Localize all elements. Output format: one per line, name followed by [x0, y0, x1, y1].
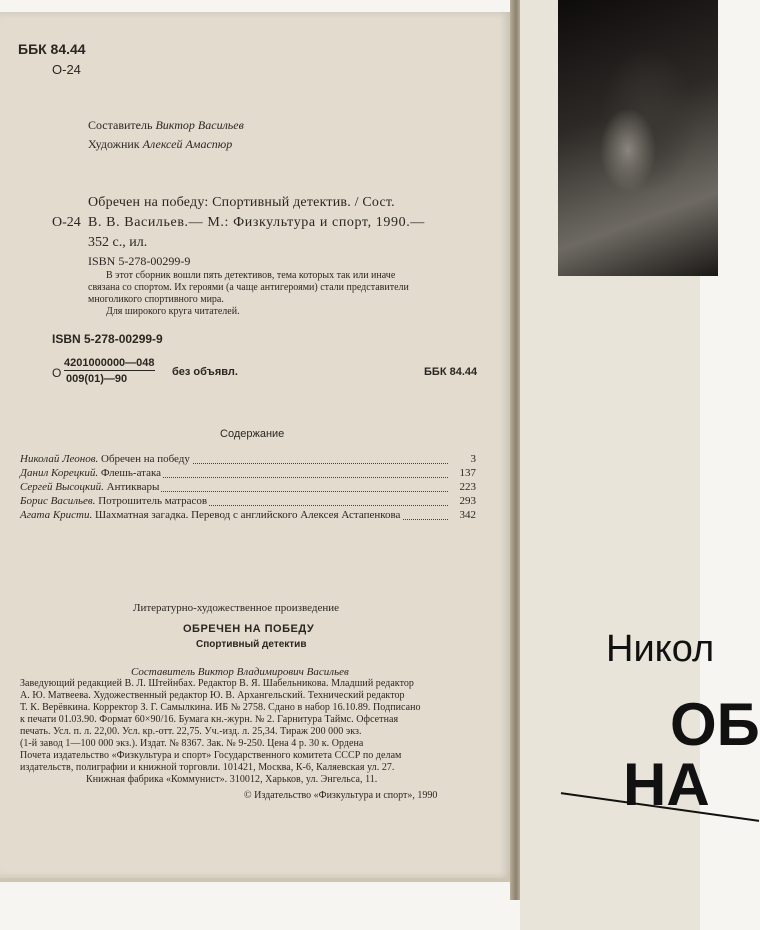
imprint-line: Заведующий редакцией В. Л. Штейнбах. Редактор В. Я. Шабельникова. Младший редактор — [20, 678, 414, 689]
imprint-line: (1-й завод 1—100 000 экз.). Издат. № 8367. Зак. № 9-250. Цена 4 р. 30 к. Ордена — [20, 738, 364, 749]
toc-title: Флешь-атака — [100, 467, 162, 479]
colophon-compiler: Составитель Виктор Владимирович Васильев — [131, 666, 349, 678]
cover-title-fragment: НА — [623, 751, 710, 818]
toc-author: Данил Корецкий. — [20, 467, 99, 479]
annotation-line: многоликого спортивного мира. — [88, 294, 224, 305]
imprint-line: Т. К. Верёвкина. Корректор З. Г. Самылкина. ИБ № 2758. Сдано в набор 16.10.89. Подписано — [20, 702, 421, 713]
annotation-line: связана со спортом. Их героями (а чаще антигероями) стали представители — [88, 282, 409, 293]
toc-title: Потрошитель матрасов — [98, 495, 208, 507]
bibliographic-line-1: Обречен на победу: Спортивный детектив. / Сост. — [88, 195, 395, 210]
artist-credit — [88, 137, 232, 152]
toc-page: 223 — [459, 481, 476, 493]
toc-title: Обречен на победу — [101, 453, 190, 465]
toc-label — [20, 495, 209, 507]
compiler-name: Виктор Васильев — [155, 118, 244, 132]
price-prefix: О — [52, 366, 62, 380]
cover-author-fragment: Никол — [606, 628, 715, 670]
bibliographic-line-3: 352 с., ил. — [88, 235, 148, 250]
price-note: без объявл. — [172, 366, 238, 378]
toc-item — [20, 481, 476, 494]
artist-label: Художник — [88, 137, 140, 151]
cover-title-fragment: ОБ — [670, 691, 760, 758]
toc-author: Борис Васильев. — [20, 495, 96, 507]
toc-page: 342 — [459, 509, 476, 521]
toc-page: 137 — [459, 467, 476, 479]
toc-item — [20, 453, 476, 466]
imprint-line: издательств, полиграфии и книжной торговли. 101421, Москва, К-6, Каляевская ул. 27. — [20, 762, 395, 773]
toc-author: Сергей Высоцкий. — [20, 481, 104, 493]
bibliographic-code: О-24 — [52, 215, 81, 230]
toc-author: Николай Леонов. — [20, 453, 99, 465]
author-sign: О-24 — [52, 62, 81, 77]
copyright-page — [0, 12, 512, 882]
toc-page: 293 — [459, 495, 476, 507]
bibliographic-isbn: ISBN 5-278-00299-9 — [88, 254, 191, 268]
artist-name: Алексей Амаспюр — [142, 137, 233, 151]
toc-label — [20, 467, 163, 479]
toc-page: 3 — [470, 453, 476, 465]
price-denominator: 009(01)—90 — [66, 373, 128, 385]
imprint-line: А. Ю. Матвеева. Художественный редактор Ю. В. Архангельский. Технический редактор — [20, 690, 405, 701]
bbk-code: ББК 84.44 — [18, 41, 86, 57]
compiler-credit — [88, 118, 244, 133]
bbk-bottom: ББК 84.44 — [424, 366, 478, 378]
toc-label — [20, 481, 161, 493]
contents-title: Содержание — [220, 428, 285, 440]
price-numerator: 4201000000—048 — [64, 357, 155, 369]
colophon-subtitle: Спортивный детектив — [196, 639, 307, 650]
bibliographic-line-2: В. В. Васильев.— М.: Физкультура и спорт, 1990.— — [88, 215, 425, 230]
imprint-line: к печати 01.03.90. Формат 60×90/16. Бумага кн.-журн. № 2. Гарнитура Таймс. Офсетная — [20, 714, 399, 725]
toc-item — [20, 495, 476, 508]
compiler-label: Составитель — [88, 118, 153, 132]
toc-item — [20, 467, 476, 480]
colophon-genre: Литературно-художественное произведение — [133, 602, 340, 614]
toc-title: Антиквары — [106, 481, 160, 493]
colophon-title: ОБРЕЧЕН НА ПОБЕДУ — [183, 623, 315, 635]
toc-label — [20, 453, 192, 465]
colophon-copyright: © Издательство «Физкультура и спорт», 1990 — [244, 790, 438, 801]
toc-item — [20, 509, 476, 522]
isbn-bold: ISBN 5-278-00299-9 — [52, 332, 163, 346]
cover-portrait-image — [558, 0, 718, 276]
imprint-line: Книжная фабрика «Коммунист». 310012, Харьков, ул. Энгельса, 11. — [86, 774, 378, 785]
cover-page — [520, 0, 760, 930]
toc-title: Шахматная загадка. Перевод с английского Алексея Астапенкова — [94, 509, 401, 521]
imprint-line: Почета издательство «Физкультура и спорт» Государственного комитета СССР по делам — [20, 750, 402, 761]
annotation-line: Для широкого круга читателей. — [106, 306, 240, 317]
toc-label — [20, 509, 402, 521]
annotation-line: В этот сборник вошли пять детективов, тема которых так или иначе — [106, 270, 396, 281]
toc-author: Агата Кристи. — [20, 509, 93, 521]
imprint-line: печать. Усл. п. л. 22,00. Усл. кр.-отт. 22,75. Уч.-изд. л. 25,34. Тираж 200 000 экз. — [20, 726, 362, 737]
